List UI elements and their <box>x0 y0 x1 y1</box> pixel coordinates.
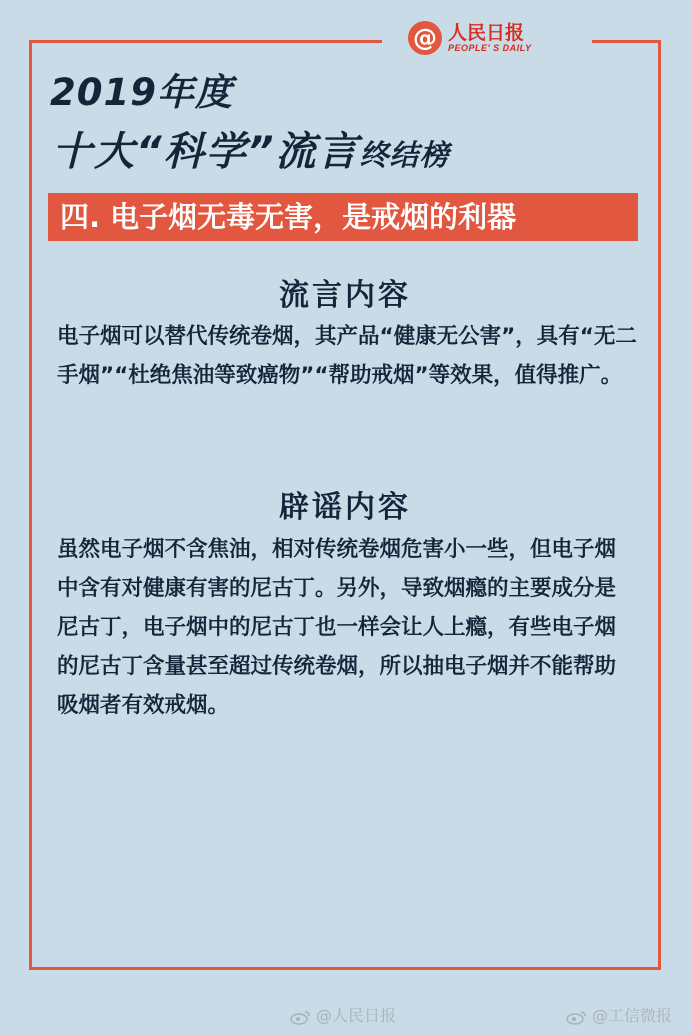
logo-name-en: PEOPLE' S DAILY <box>448 42 532 53</box>
title-prefix: 十大 <box>52 129 136 175</box>
weibo-icon <box>290 1009 312 1025</box>
at-logo-icon: @ <box>408 21 442 55</box>
logo-text <box>448 23 532 54</box>
debunk-body: 虽然电子烟不含焦油，相对传统卷烟危害小一些，但电子烟中含有对健康有害的尼古丁。另外，导致烟瘾的主要成分是尼古丁，电子烟中的尼古丁也一样会让人上瘾，有些电子烟的尼古丁含量甚至超过传统卷烟，所以抽电子烟并不能帮助吸烟者有效戒烟。 <box>57 537 617 718</box>
topic-banner-text: 四. 电子烟无毒无害，是戒烟的利器 <box>60 200 517 234</box>
title-quoted: “科学” <box>136 129 276 175</box>
title-suffix: 终结榜 <box>359 138 450 172</box>
title-rumor: 流言 <box>275 129 360 175</box>
weibo-icon <box>566 1009 588 1025</box>
rumor-body: 电子烟可以替代传统卷烟，其产品“健康无公害”，具有“无二手烟”“杜绝焦油等致癌物”“帮助戒烟”等效果，值得推广。 <box>57 324 637 388</box>
watermark-left-text: @人民日报 <box>316 1006 397 1025</box>
watermark-left <box>290 1003 396 1026</box>
peoples-daily-logo <box>408 18 588 58</box>
watermark-right <box>566 1003 672 1026</box>
title-main <box>52 120 450 177</box>
watermark-right-text: @工信微报 <box>592 1006 673 1025</box>
debunk-heading: 辟谣内容 <box>279 490 411 525</box>
logo-name-cn: 人民日报 <box>448 21 525 44</box>
rumor-heading: 流言内容 <box>279 278 411 313</box>
title-year: 2019年度 <box>50 71 233 114</box>
